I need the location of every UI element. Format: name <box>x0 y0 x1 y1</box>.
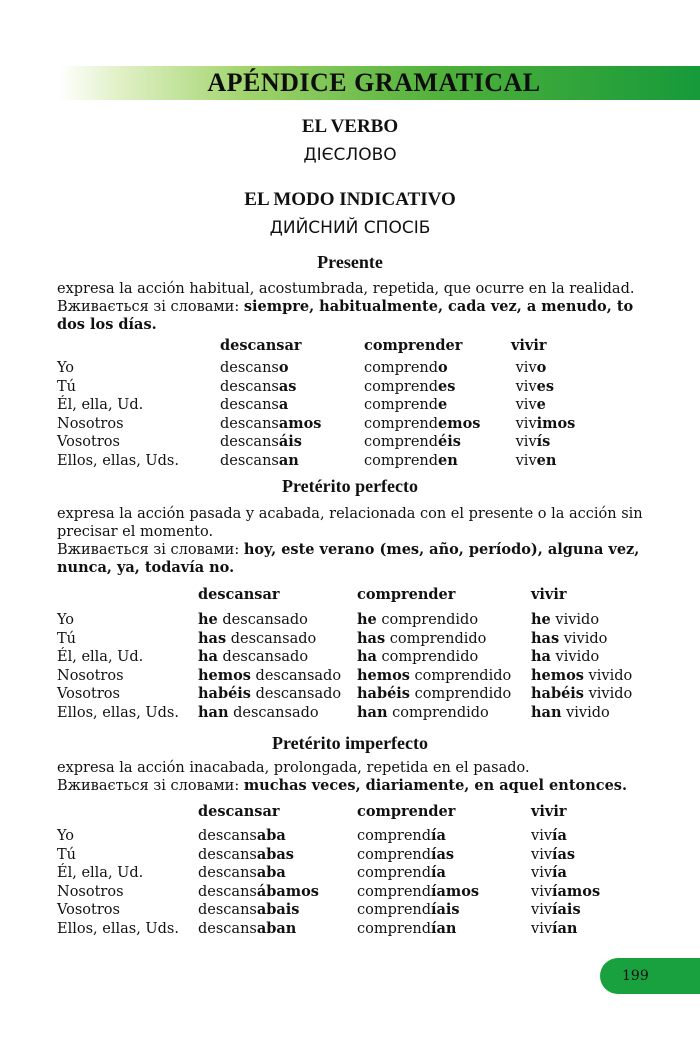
pronoun: Tú <box>57 846 77 863</box>
table-row: Ellos, ellas, Uds. descansan comprenden viven <box>57 451 557 469</box>
description-text: expresa la acción habitual, acostumbrada, repetida, que ocurre en la realidad. <box>57 281 635 297</box>
table-row: Él, ella, Ud. descansaba comprendía vivía <box>57 864 567 881</box>
section-title-preterito-perfecto: Pretérito perfecto <box>281 476 419 496</box>
usage-words: siempre, habitualmente, cada vez, a menudo, to dos los días. <box>57 298 634 333</box>
indicative-title-es: EL MODO INDICATIVO <box>244 189 456 210</box>
pronoun: Tú <box>57 630 77 647</box>
section-description <box>57 759 645 795</box>
table-row: Vosotros habéis descansado habéis comprendido habéis vivido <box>57 685 633 702</box>
table-header: vivir <box>531 586 567 603</box>
pronoun: Nosotros <box>57 415 124 432</box>
table-row: Tú descansas comprendes vives <box>57 377 555 395</box>
table-row: Nosotros hemos descansado hemos comprendido hemos vivido <box>57 666 633 684</box>
page-title: APÉNDICE GRAMATICAL <box>207 68 541 97</box>
verb-title-es: EL VERBO <box>301 116 399 137</box>
description-text: expresa la acción inacabada, prolongada, repetida en el pasado. <box>57 760 530 776</box>
conjugation-table-preterito-imperfecto <box>57 803 657 938</box>
page-number-tab <box>600 958 700 994</box>
table-row: Él, ella, Ud. ha descansado ha comprendido ha vivido <box>57 648 600 665</box>
header-banner <box>58 66 700 100</box>
pronoun: Ellos, ellas, Uds. <box>57 452 179 469</box>
pronoun: Él, ella, Ud. <box>57 397 144 413</box>
section-description <box>57 280 645 334</box>
table-row: Vosotros descansáis comprendéis vivís <box>57 433 551 450</box>
pronoun: Vosotros <box>57 686 120 702</box>
pronoun: Él, ella, Ud. <box>57 649 144 665</box>
table-header: vivir <box>531 803 567 820</box>
pronoun: Nosotros <box>57 883 124 900</box>
pronoun: Nosotros <box>57 667 124 684</box>
usage-label: Вживається зі словами: <box>57 778 240 794</box>
table-row: Ellos, ellas, Uds. han descansado han comprendido han vivido <box>57 703 610 721</box>
table-row: Vosotros descansabais comprendíais vivíais <box>57 901 581 918</box>
section-title-presente: Presente <box>317 252 383 272</box>
verb-title-uk: ДІЄСЛОВО <box>303 145 397 165</box>
table-header: vivir <box>511 337 547 354</box>
pronoun: Ellos, ellas, Uds. <box>57 920 179 937</box>
conjugation-table-presente <box>57 337 657 470</box>
usage-label: Вживається зі словами: <box>57 299 240 315</box>
pronoun: Yo <box>57 828 75 844</box>
conjugation-table-preterito-perfecto <box>57 586 657 722</box>
table-row: Él, ella, Ud. descansa comprende vive <box>57 396 546 413</box>
pronoun: Vosotros <box>57 902 120 918</box>
pronoun: Vosotros <box>57 434 120 450</box>
section-title-preterito-imperfecto: Pretérito imperfecto <box>271 733 429 753</box>
table-row: Tú descansabas comprendías vivías <box>57 845 576 863</box>
table-header: comprender <box>364 337 463 354</box>
description-text: expresa la acción pasada y acabada, relacionada con el presente o la acción sin precisar el momento. <box>57 506 643 540</box>
table-row: Yo descansaba comprendía vivía <box>57 827 567 844</box>
usage-label: Вживається зі словами: <box>57 542 240 558</box>
pronoun: Yo <box>57 360 75 376</box>
section-description <box>57 505 645 577</box>
table-row: Ellos, ellas, Uds. descansaban comprendían vivían <box>57 919 578 937</box>
table-header: descansar <box>198 586 280 603</box>
pronoun: Él, ella, Ud. <box>57 865 144 881</box>
indicative-title-uk: ДИЙСНИЙ СПОСІБ <box>269 218 431 238</box>
pronoun: Ellos, ellas, Uds. <box>57 704 179 721</box>
table-header: descansar <box>198 803 280 820</box>
page-number: 199 <box>622 968 649 984</box>
table-header: comprender <box>357 586 456 603</box>
pronoun: Tú <box>57 378 77 395</box>
usage-words: hoy, este verano (mes, año, período), alguna vez, nunca, ya, todavía no. <box>57 541 640 576</box>
table-row: Tú has descansado has comprendido has vivido <box>57 629 608 647</box>
usage-words: muchas veces, diariamente, en aquel entonces. <box>243 777 628 794</box>
pronoun: Yo <box>57 612 75 628</box>
table-header: comprender <box>357 803 456 820</box>
table-header: descansar <box>220 337 302 354</box>
table-row: Yo he descansado he comprendido he vivido <box>57 611 600 628</box>
table-row: Nosotros descansábamos comprendíamos vivíamos <box>57 882 601 900</box>
table-row: Yo descanso comprendo vivo <box>57 359 547 376</box>
table-row: Nosotros descansamos comprendemos vivimos <box>57 414 576 432</box>
